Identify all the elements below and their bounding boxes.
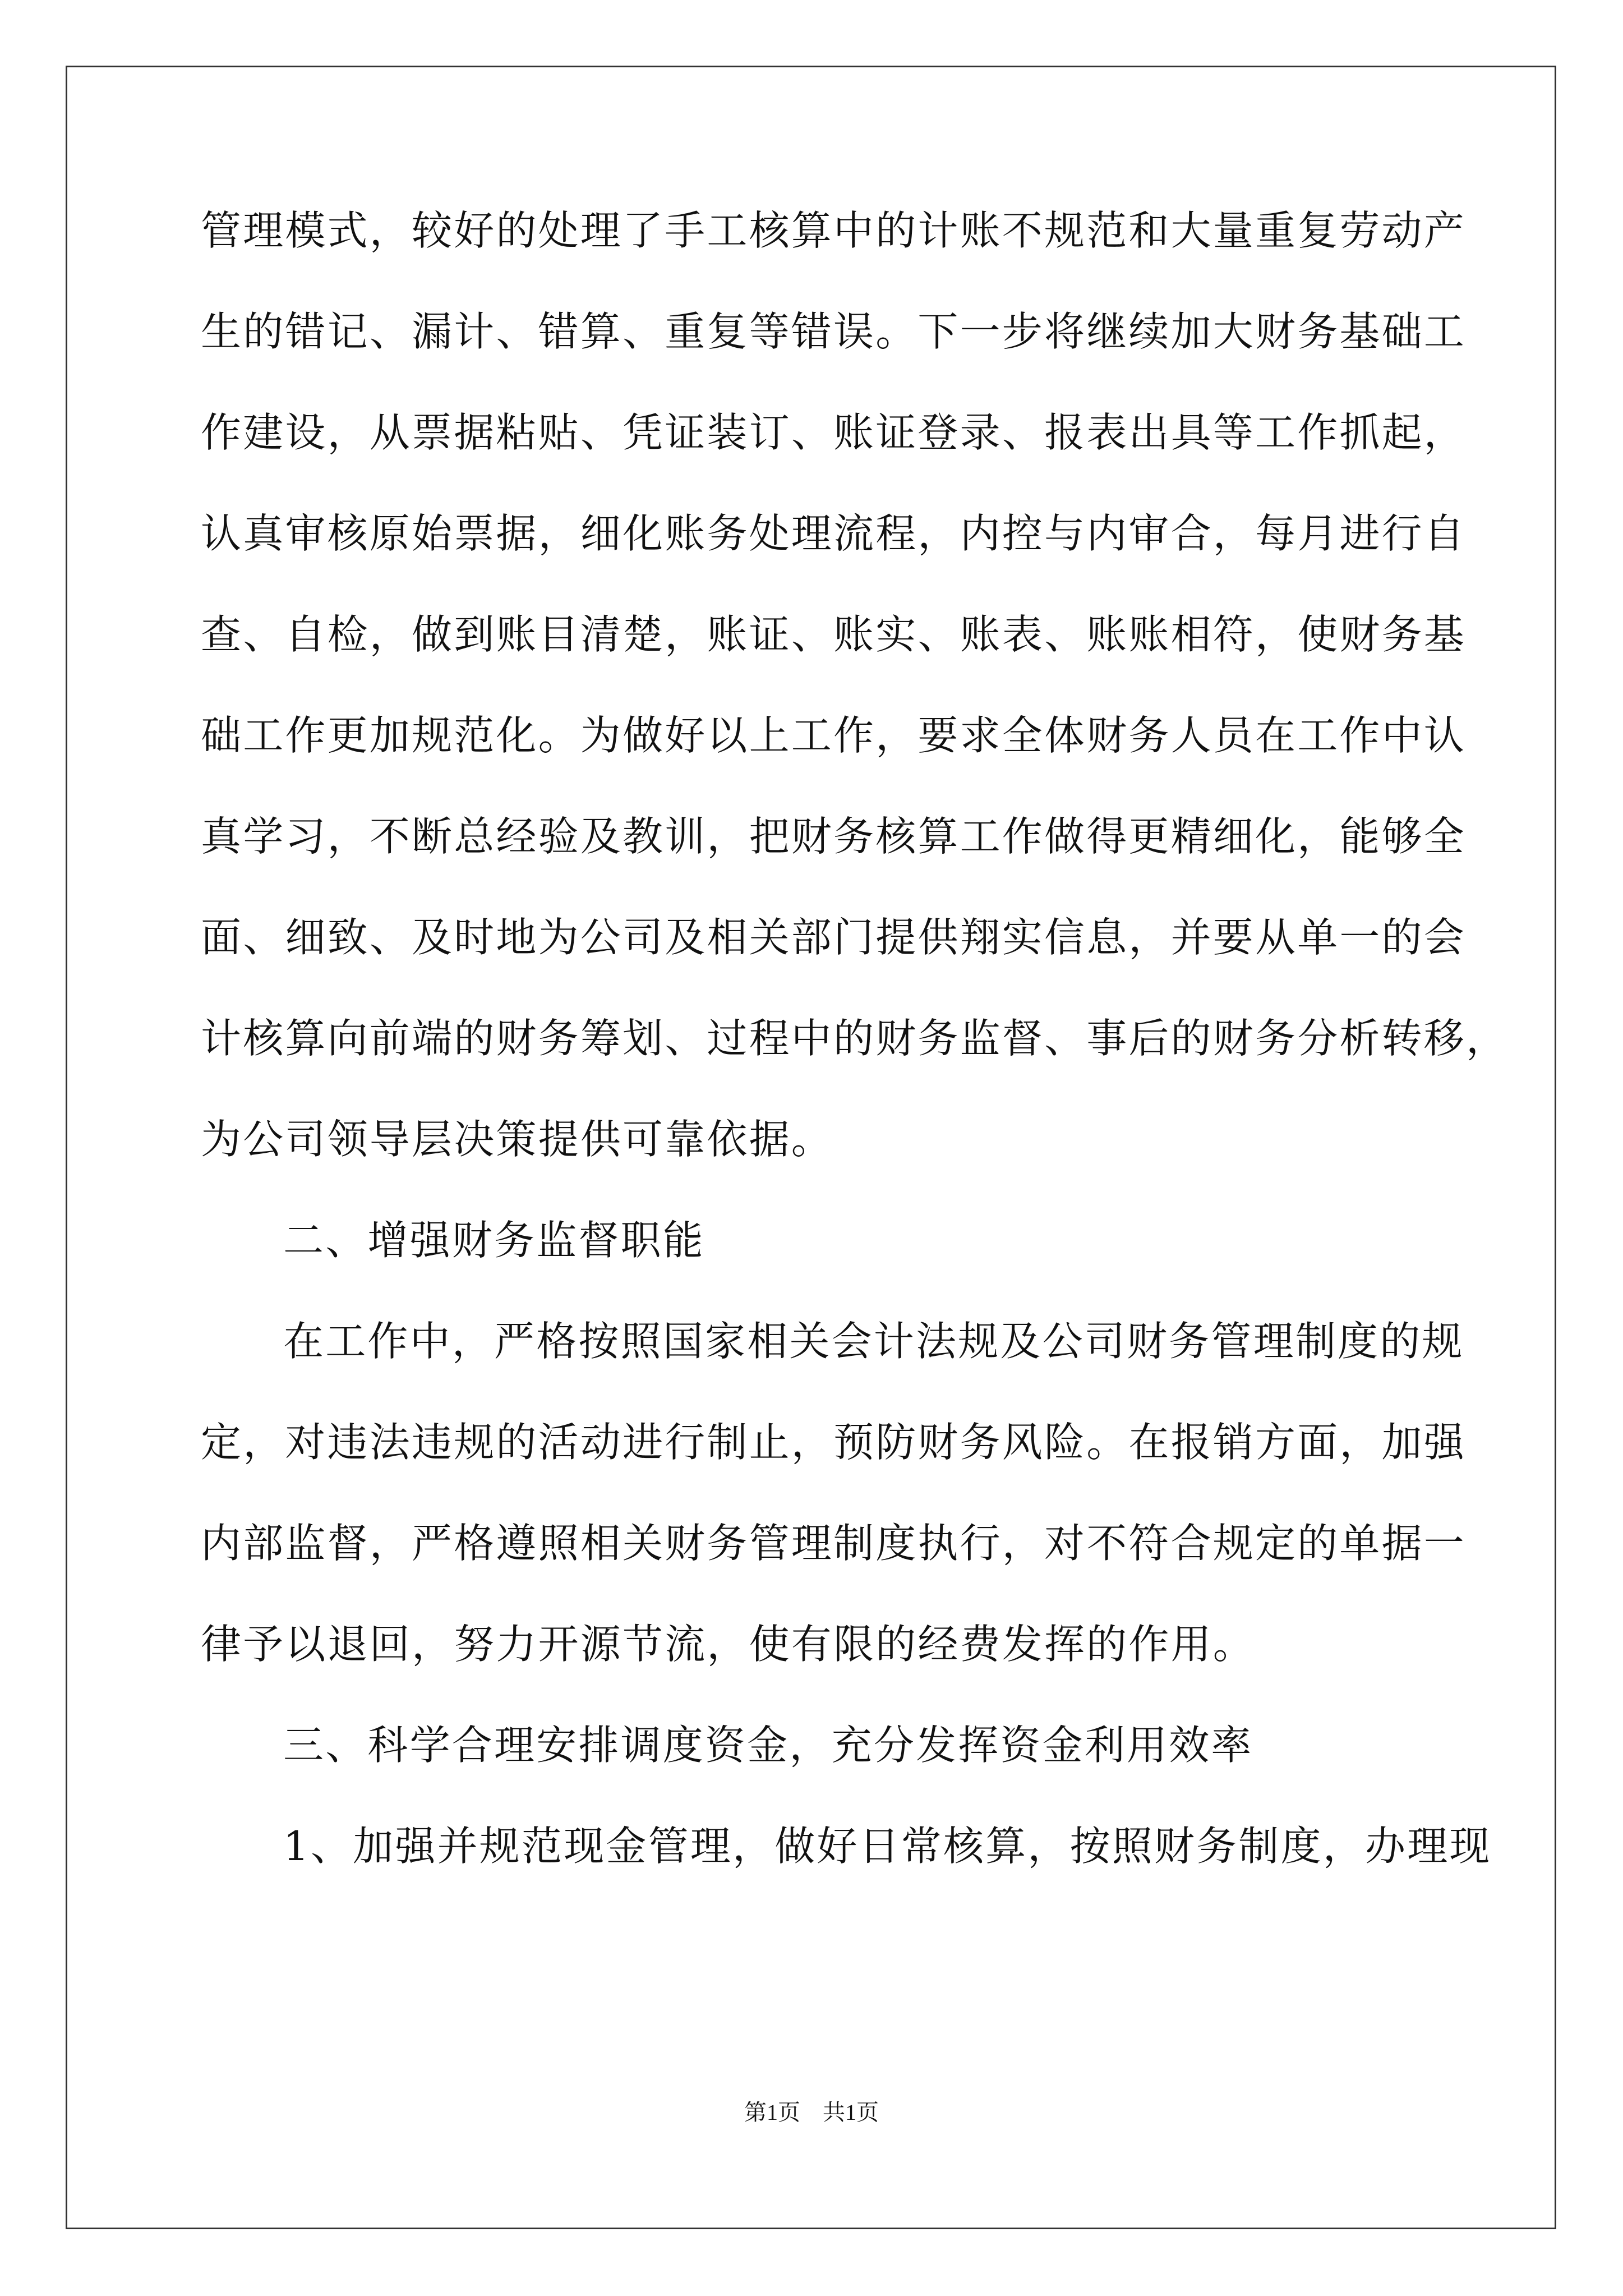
paragraph-line: 作建设，从票据粘贴、凭证装订、账证登录、报表出具等工作抓起， bbox=[201, 409, 1467, 456]
paragraph-line: 管理模式，较好的处理了手工核算中的计账不规范和大量重复劳动产 bbox=[201, 207, 1467, 254]
paragraph-line: 定，对违法违规的活动进行制止，预防财务风险。在报销方面，加强 bbox=[201, 1419, 1467, 1466]
paragraph-line: 律予以退回，努力开源节流，使有限的经费发挥的作用。 bbox=[201, 1621, 1256, 1668]
paragraph-line: 为公司领导层决策提供可靠依据。 bbox=[201, 1116, 834, 1163]
paragraph-line: 生的错记、漏计、错算、重复等错误。下一步将继续加大财务基础工 bbox=[201, 308, 1467, 355]
section-heading: 三、科学合理安排调度资金，充分发挥资金利用效率 bbox=[283, 1722, 1253, 1769]
paragraph-line: 真学习，不断总经验及教训，把财务核算工作做得更精细化，能够全 bbox=[201, 813, 1467, 860]
paragraph-line: 1、加强并规范现金管理，做好日常核算，按照财务制度，办理现 bbox=[283, 1823, 1492, 1870]
paragraph-line: 内部监督，严格遵照相关财务管理制度执行，对不符合规定的单据一 bbox=[201, 1520, 1467, 1567]
page-total: 共1页 bbox=[823, 2100, 879, 2125]
paragraph-line: 查、自检，做到账目清楚，账证、账实、账表、账账相符，使财务基 bbox=[201, 611, 1467, 658]
paragraph-line: 计核算向前端的财务筹划、过程中的财务监督、事后的财务分析转移， bbox=[201, 1015, 1509, 1062]
paragraph-line: 础工作更加规范化。为做好以上工作，要求全体财务人员在工作中认 bbox=[201, 712, 1467, 759]
paragraph-line: 认真审核原始票据，细化账务处理流程，内控与内审合，每月进行自 bbox=[201, 510, 1467, 557]
paragraph-line: 在工作中，严格按照国家相关会计法规及公司财务管理制度的规 bbox=[283, 1318, 1464, 1365]
section-heading: 二、增强财务监督职能 bbox=[283, 1217, 706, 1264]
page-footer bbox=[0, 2097, 1623, 2128]
paragraph-line: 面、细致、及时地为公司及相关部门提供翔实信息，并要从单一的会 bbox=[201, 914, 1467, 961]
page-number: 第1页 bbox=[744, 2100, 800, 2125]
